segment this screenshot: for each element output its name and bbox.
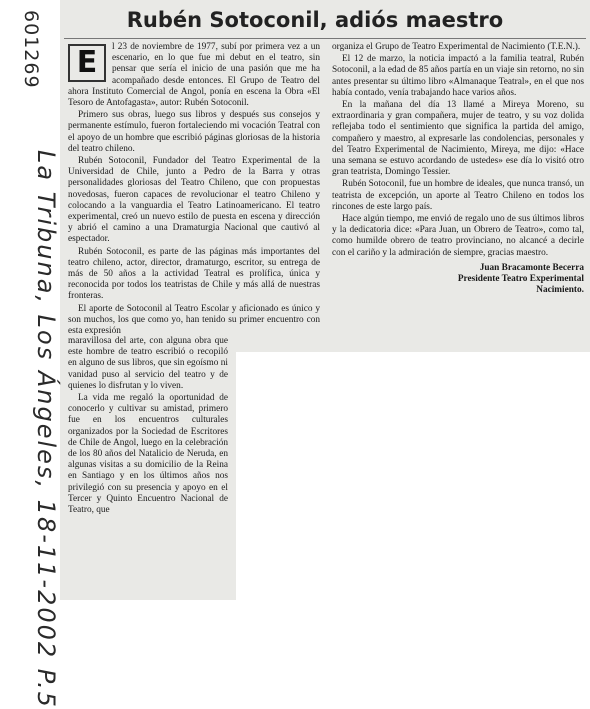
paragraph: Rubén Sotoconil, es parte de las páginas más importantes del teatro chileno, actor, director, dramaturgo, escritor, su entrega de más de 50 años a la actividad Teatral es prolífica, única y reconocida por todos los teatristas de Chile y más allá de nuestras fronteras.	[68, 246, 320, 302]
signature-name: Juan Bracamonte Becerra	[479, 262, 584, 273]
paragraph: Rubén Sotoconil, Fundador del Teatro Experimental de la Universidad de Chile, junto a Pedro de la Barra y otras personalidades gloriosas del Teatro Chileno, que con propuestas novedosas, fueron capaces de revolucionar el teatro Chileno y colocando a la vanguardia el Teatro Latinoamericano. El teatro experimental, creó un nuevo estilo de puesta en escena y dirección y abrió el camino a una Dramaturgia Nacional que cautivó al espectador.	[68, 156, 320, 245]
article-column-1	[68, 42, 320, 352]
article-column-3	[68, 336, 228, 598]
paragraph: En la mañana del día 13 llamé a Mireya Moreno, su extraordinaria y gran compañera, mujer de teatro, y su voz dolida reflejaba todo el sentimiento que significa la partida del amigo, compañero y maestro, al expresarle las condolencias, personales y del Teatro Experimental de Nacimiento, Mireya, me dijo: «Hace una semana se estuvo acordando de ustedes» ese día lo visitó otro gran teatrista, Domingo Tessier.	[332, 100, 584, 178]
article-title: Rubén Sotoconil, adiós maestro	[126, 8, 504, 32]
handwritten-source-note: La Tribuna, Los Ángeles, 18-11-2002 P.5	[32, 150, 60, 709]
handwritten-archive-id: 601269	[20, 10, 42, 89]
paragraph: maravillosa del arte, con alguna obra que este hombre de teatro escribió o recopiló en alguno de sus libros, que sin egoísmo ni vanidad puso al servicio del teatro y de quienes lo disfrutan y lo viven.	[68, 336, 228, 391]
paragraph: organiza el Grupo de Teatro Experimental de Nacimiento (T.E.N.).	[332, 42, 581, 52]
signature-role: Presidente Teatro Experimental	[457, 274, 584, 285]
signature-place: Nacimiento.	[536, 285, 584, 296]
paragraph: Primero sus obras, luego sus libros y después sus consejos y permanente estímulo, fueron fortaleciendo mi vocación Teatral con el apoyo de un hombre que escribió páginas gloriosas de la historia del teatro chileno.	[68, 110, 320, 154]
paragraph: E l 23 de noviembre de 1977, subí por primera vez a un escenario, en lo que fue mi debut en el teatro, sin pensar que sería el inicio de una pasión que me ha acompañado desde entonces. El Grupo de Teatro del ahora Instituto Comercial de Angol, ponía en escena la Obra «El Tesoro de Antofagasta», autor: Rubén Sotoconil.	[68, 42, 320, 109]
paragraph: La vida me regaló la oportunidad de conocerlo y cultivar su amistad, primero fue en los encuentros culturales organizados por la Sociedad de Escritores de Chile de Angol, luego en la celebración de los 80 años del Natalicio de Neruda, en algunas visitas a su domicilio de la Reina en Santiago y en los últimos años nos privilegió con su presencia y apoyo en el Tercer y Quinto Encuentro Nacional de Teatro, que	[68, 393, 228, 516]
paragraph: Hace algún tiempo, me envió de regalo uno de sus últimos libros y la dedicatoria dice: «Para Juan, un Obrero de Teatro», como tal, como humilde obrero de teatro provinciano, no alcancé a decirle con el cariño y la admiración de siempre, gracias maestro.	[332, 214, 584, 258]
paragraph: Rubén Sotoconil, fue un hombre de ideales, que nunca transó, un teatrista de excepción, un aporte al Teatro Chileno en todos los rincones de este largo país.	[332, 179, 584, 212]
clipping-cutout	[236, 352, 590, 600]
title-rule	[64, 38, 586, 39]
article-column-2	[332, 42, 584, 352]
paragraph: El aporte de Sotoconil al Teatro Escolar y aficionado es único y son muchos, los que como yo, han tenido su primer encuentro con esta expresión	[68, 303, 320, 337]
paragraph: El 12 de marzo, la noticia impactó a la familia teatral, Rubén Sotoconil, a la edad de 85 años partía en un viaje sin retorno, no sin antes presentar su último libro «Almanaque Teatral», en el que nos había contado, venía trabajando hace varios años.	[332, 54, 584, 98]
drop-cap: E	[68, 44, 106, 82]
